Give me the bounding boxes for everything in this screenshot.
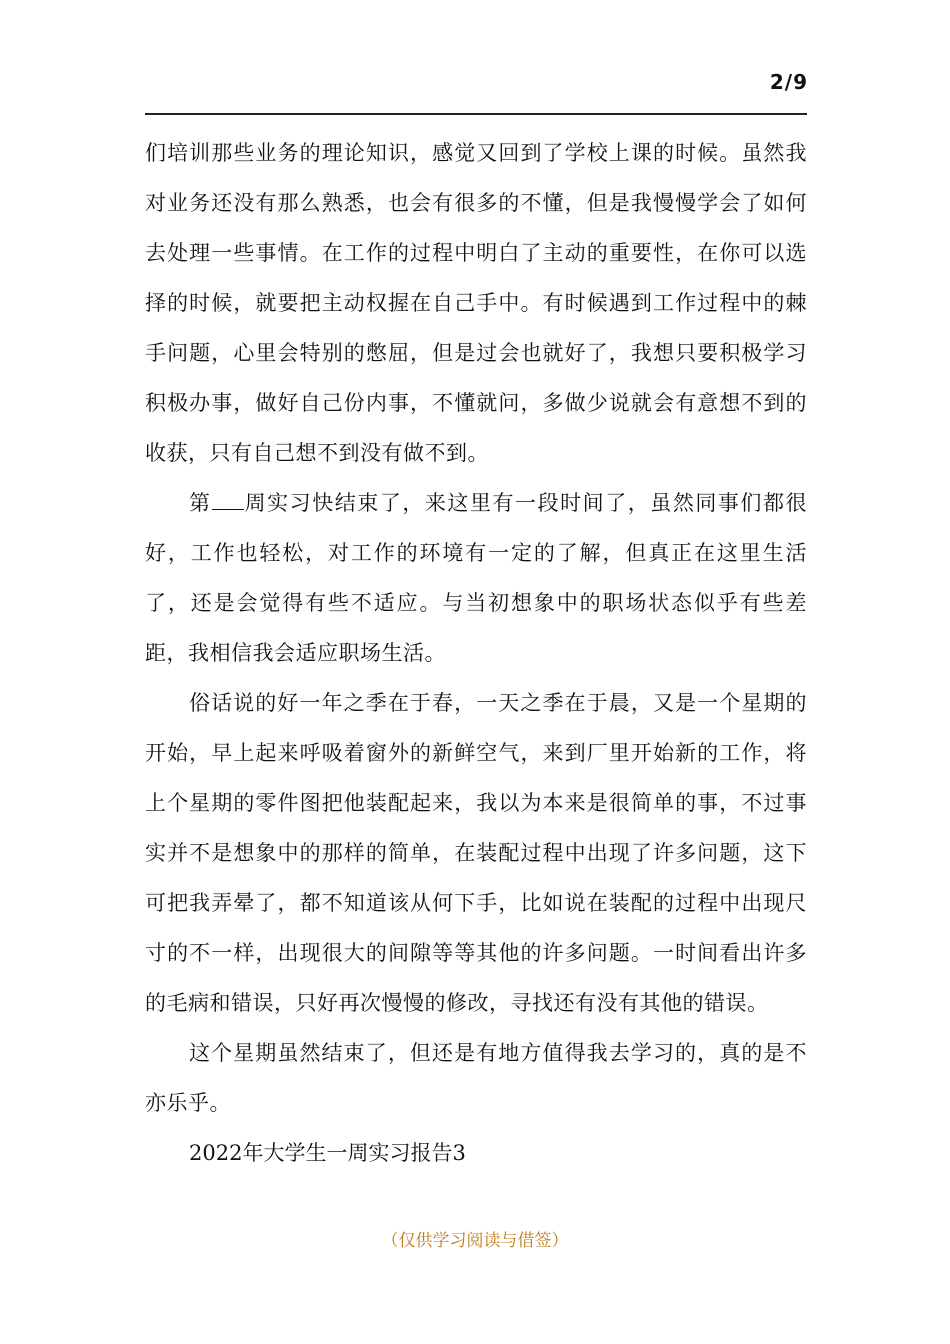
paragraph-2-text: 周实习快结束了，来这里有一段时间了，虽然同事们都很好，工作也轻松，对工作的环境有一定的了解，但真正在这里生活了，还是会觉得有些不适应。与当初想象中的职场状态似乎有些差距，我相信我会适应职场生活。 [145,491,808,665]
paragraph-3: 俗话说的好一年之季在于春，一天之季在于晨，又是一个星期的开始，早上起来呼吸着窗外的新鲜空气，来到厂里开始新的工作，将上个星期的零件图把他装配起来，我以为本来是很简单的事，不过事实并不是想象中的那样的简单，在装配过程中出现了许多问题，这下可把我弄晕了，都不知道该从何下手，比如说在装配的过程中出现尺寸的不一样，出现很大的间隙等等其他的许多问题。一时间看出许多的毛病和错误，只好再次慢慢的修改，寻找还有没有其他的错误。 [145,691,807,1015]
page-indicator: 2/9 [769,70,808,94]
paragraph-2 [145,478,807,678]
section-title: 2022年大学生一周实习报告3 [189,1141,466,1165]
document-body [145,128,807,1178]
header-divider [145,113,807,115]
fill-in-blank [212,491,244,510]
paragraph-1: 们培训那些业务的理论知识，感觉又回到了学校上课的时候。虽然我对业务还没有那么熟悉，也会有很多的不懂，但是我慢慢学会了如何去处理一些事情。在工作的过程中明白了主动的重要性，在你可以选择的时候，就要把主动权握在自己手中。有时候遇到工作过程中的棘手问题，心里会特别的憋屈，但是过会也就好了，我想只要积极学习积极办事，做好自己份内事，不懂就问，多做少说就会有意想不到的收获，只有自己想不到没有做不到。 [145,141,807,465]
footer-note: （仅供学习阅读与借签） [381,1231,569,1251]
paragraph-2-prefix: 第 [189,491,212,515]
paragraph-4: 这个星期虽然结束了，但还是有地方值得我去学习的，真的是不亦乐乎。 [145,1041,807,1115]
